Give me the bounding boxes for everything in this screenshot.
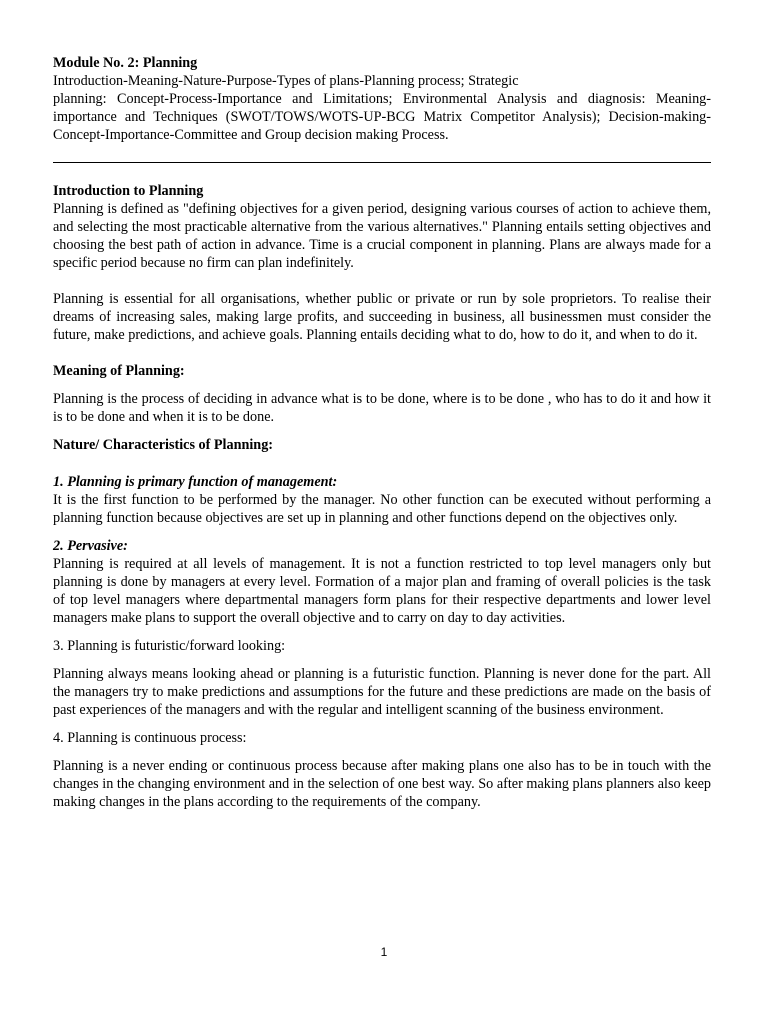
page-number: 1 — [380, 945, 388, 959]
meaning-paragraph: Planning is the process of deciding in advance what is to be done, where is to be done , who has to do it and how it is to be done and when it is to be done. — [53, 391, 711, 425]
syllabus-line-1: Introduction-Meaning-Nature-Purpose-Types of plans-Planning process; Strategic — [53, 73, 519, 89]
nature-item-2-text: Planning is required at all levels of management. It is not a function restricted to top level managers only but planning is done by managers at every level. Formation of a major plan and framing of overall policies is the task of top level managers where departmental managers form plans for their respective departments and lower level managers make plans to support the overall objective and to carry on day to day activities. — [53, 556, 711, 626]
nature-item-1-heading: 1. Planning is primary function of management: — [53, 474, 338, 490]
nature-item-4-text: Planning is a never ending or continuous process because after making plans one also has to be in touch with the changes in the changing environment and in the selection of one best way. So after making plans planners also keep making changes in the plans according to the requirements of the company. — [53, 758, 711, 810]
nature-item-1-text: It is the first function to be performed by the manager. No other function can be executed without performing a planning function because objectives are set up in planning and other functions depend on the objectives only. — [53, 492, 711, 526]
module-title: Module No. 2: Planning — [53, 55, 198, 71]
meaning-heading: Meaning of Planning: — [53, 363, 185, 379]
document-page — [53, 54, 711, 811]
nature-item-2-heading: 2. Pervasive: — [53, 538, 128, 554]
syllabus-line-2: planning: Concept-Process-Importance and Limitations; Environmental Analysis and diagnosis: Meaning-importance and Techniques (SWOT/TOWS/WOTS-UP-BCG Matrix Competitor Analysis); Decision-making-Concept-Importance-Committee and Group decision making Process. — [53, 91, 711, 143]
nature-item-3-text: Planning always means looking ahead or planning is a futuristic function. Planning is never done for the part. All the managers try to make predictions and assumptions for the future and these predictions are made on the basis of past experiences of the managers and with the regular and intelligent scanning of the business environment. — [53, 666, 711, 718]
nature-item-4-heading: 4. Planning is continuous process: — [53, 730, 247, 746]
nature-item-3-heading: 3. Planning is futuristic/forward looking: — [53, 638, 286, 654]
introduction-paragraph-1: Planning is defined as "defining objectives for a given period, designing various courses of action to achieve them, and selecting the most practicable alternative from the various alternatives." Planning entails setting objectives and choosing the best path of action in advance. Time is a crucial component in planning. Plans are always made for a specific period because no firm can plan indefinitely. — [53, 201, 711, 271]
introduction-paragraph-2: Planning is essential for all organisations, whether public or private or run by sole proprietors. To realise their dreams of increasing sales, making large profits, and succeeding in business, all businessmen must consider the future, make predictions, and achieve goals. Planning entails deciding what to do, how to do it, and when to do it. — [53, 291, 711, 343]
nature-heading: Nature/ Characteristics of Planning: — [53, 437, 274, 453]
introduction-heading: Introduction to Planning — [53, 183, 204, 199]
